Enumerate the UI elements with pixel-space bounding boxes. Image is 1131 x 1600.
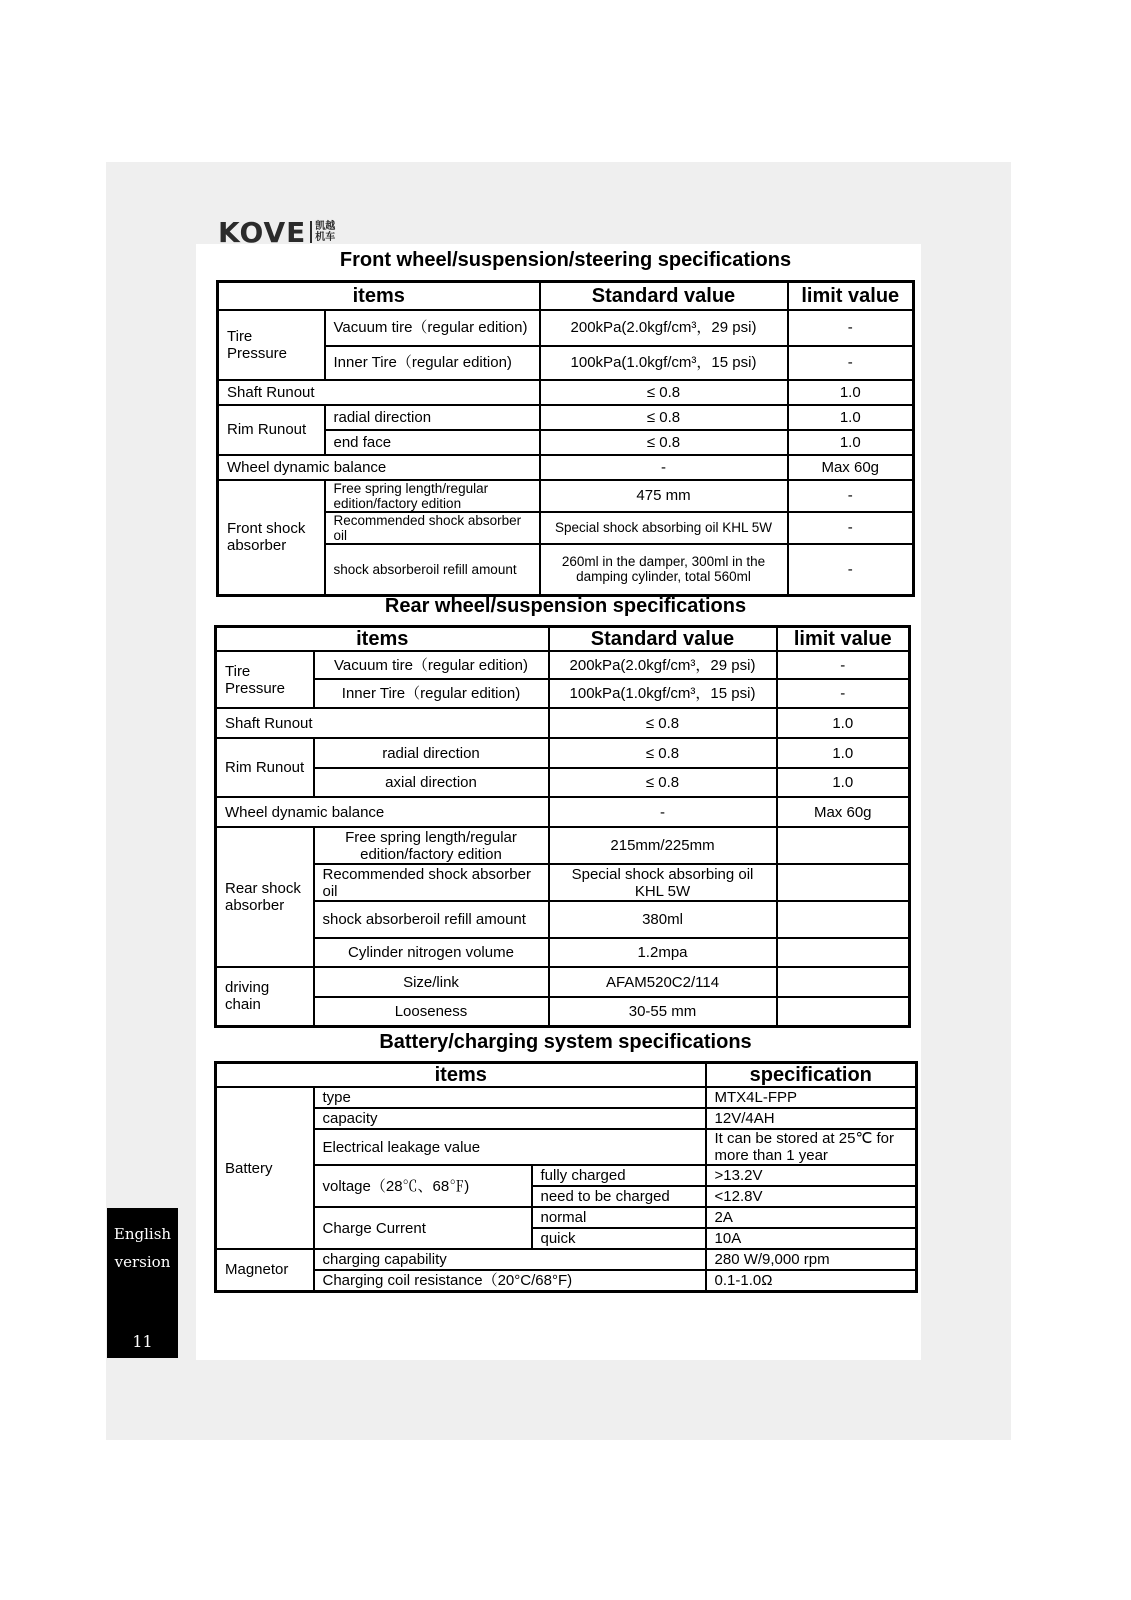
item-label: Free spring length/regular edition/factory edition <box>314 827 549 864</box>
group-label: Rear shock absorber <box>216 827 314 967</box>
group-label: Tire Pressure <box>218 310 325 380</box>
header-items: items <box>218 282 540 310</box>
group-label: Magnetor <box>216 1249 314 1291</box>
table-row <box>216 938 910 967</box>
group-label: Battery <box>216 1087 314 1249</box>
table-row <box>216 738 910 768</box>
table-row <box>216 1129 917 1165</box>
spec-value: 2A <box>706 1207 917 1228</box>
limit-value: - <box>788 512 914 544</box>
item-label: radial direction <box>325 405 540 430</box>
standard-value: ≤ 0.8 <box>540 430 788 455</box>
item-label: Recommended shock absorber oil <box>314 864 549 901</box>
standard-value: ≤ 0.8 <box>540 380 788 405</box>
item-label: charging capability <box>314 1249 706 1270</box>
header-standard: Standard value <box>540 282 788 310</box>
item-label: Looseness <box>314 997 549 1026</box>
front-section-title: Front wheel/suspension/steering specifications <box>339 249 792 271</box>
item-label: Recommended shock absorber oil <box>325 512 540 544</box>
limit-value: 1.0 <box>777 708 910 738</box>
standard-value: 100kPa(1.0kgf/cm³，15 psi) <box>540 346 788 380</box>
table-row <box>216 708 910 738</box>
item-label: shock absorberoil refill amount <box>314 901 549 938</box>
item-sublabel: normal <box>532 1207 706 1228</box>
table-row <box>216 997 910 1026</box>
standard-value: 30-55 mm <box>549 997 777 1026</box>
item-sublabel: quick <box>532 1228 706 1249</box>
limit-value: - <box>788 346 914 380</box>
table-row <box>216 679 910 708</box>
standard-value: ≤ 0.8 <box>549 738 777 768</box>
rear-section-title: Rear wheel/suspension specifications <box>384 595 747 617</box>
spec-value: 0.1-1.0Ω <box>706 1270 917 1291</box>
header-items: items <box>216 1063 706 1088</box>
language-label: English version <box>113 1225 172 1271</box>
standard-value: - <box>540 455 788 480</box>
standard-value: ≤ 0.8 <box>540 405 788 430</box>
table-header-row <box>218 282 914 310</box>
table-row <box>218 480 914 512</box>
header-limit: limit value <box>777 627 910 652</box>
spec-value: 10A <box>706 1228 917 1249</box>
brand-logo-cn-bottom: 机车 <box>315 232 336 243</box>
brand-logo-cn-top: 凯越 <box>315 221 336 232</box>
table-row <box>216 768 910 797</box>
item-label: axial direction <box>314 768 549 797</box>
standard-value: 475 mm <box>540 480 788 512</box>
header-limit: limit value <box>788 282 914 310</box>
limit-value: 1.0 <box>777 738 910 768</box>
page-number: 11 <box>132 1332 153 1351</box>
item-sublabel: need to be charged <box>532 1186 706 1207</box>
item-label: radial direction <box>314 738 549 768</box>
item-label: end face <box>325 430 540 455</box>
item-label: Free spring length/regular edition/factory edition <box>325 480 540 512</box>
spec-value: 12V/4AH <box>706 1108 917 1129</box>
table-header-row <box>216 627 910 652</box>
table-row <box>216 651 910 679</box>
spec-value: It can be stored at 25℃ for more than 1 year <box>706 1129 917 1165</box>
standard-value: 200kPa(2.0kgf/cm³，29 psi) <box>549 651 777 679</box>
header-specification: specification <box>706 1063 917 1088</box>
item-label: Cylinder nitrogen volume <box>314 938 549 967</box>
spec-value: <12.8V <box>706 1186 917 1207</box>
table-row <box>218 380 914 405</box>
limit-value: - <box>788 480 914 512</box>
group-label: Rim Runout <box>216 738 314 797</box>
limit-value-empty <box>777 997 910 1026</box>
limit-value-empty <box>777 864 910 901</box>
brand-logo-text: KOVE <box>218 215 307 249</box>
front-spec-table <box>216 280 915 597</box>
table-row <box>216 1108 917 1129</box>
limit-value-empty <box>777 967 910 997</box>
table-row <box>216 901 910 938</box>
header-items: items <box>216 627 549 652</box>
item-label: Charge Current <box>314 1207 532 1249</box>
standard-value: 215mm/225mm <box>549 827 777 864</box>
brand-logo <box>218 215 336 249</box>
item-label: Inner Tire（regular edition) <box>325 346 540 380</box>
header-standard: Standard value <box>549 627 777 652</box>
limit-value: 1.0 <box>788 405 914 430</box>
item-label: Charging coil resistance（20°C/68°F) <box>314 1270 706 1291</box>
limit-value: Max 60g <box>777 797 910 827</box>
standard-value: Special shock absorbing oil KHL 5W <box>549 864 777 901</box>
group-label: Rim Runout <box>218 405 325 455</box>
table-row <box>218 405 914 430</box>
item-label: Vacuum tire（regular edition) <box>314 651 549 679</box>
rear-spec-table <box>214 625 911 1028</box>
group-label: Front shock absorber <box>218 480 325 596</box>
table-row <box>216 1207 917 1228</box>
limit-value-empty <box>777 938 910 967</box>
table-row <box>216 967 910 997</box>
group-label: Tire Pressure <box>216 651 314 708</box>
item-label: Shaft Runout <box>216 708 549 738</box>
limit-value: 1.0 <box>788 430 914 455</box>
item-label: Vacuum tire（regular edition) <box>325 310 540 346</box>
item-sublabel: fully charged <box>532 1165 706 1186</box>
table-row <box>216 1165 917 1186</box>
item-label: type <box>314 1087 706 1108</box>
group-label: driving chain <box>216 967 314 1026</box>
table-row <box>216 797 910 827</box>
standard-value: Special shock absorbing oil KHL 5W <box>540 512 788 544</box>
table-row <box>216 827 910 864</box>
table-row <box>216 864 910 901</box>
item-label: Wheel dynamic balance <box>216 797 549 827</box>
table-row <box>216 1270 917 1291</box>
table-row <box>216 1087 917 1108</box>
item-label: Electrical leakage value <box>314 1129 706 1165</box>
standard-value: 260ml in the damper, 300ml in the damping cylinder, total 560ml <box>540 544 788 596</box>
table-header-row <box>216 1063 917 1088</box>
item-label: Wheel dynamic balance <box>218 455 540 480</box>
standard-value: 1.2mpa <box>549 938 777 967</box>
battery-section-title: Battery/charging system specifications <box>379 1031 752 1053</box>
limit-value: - <box>777 651 910 679</box>
standard-value: 200kPa(2.0kgf/cm³，29 psi) <box>540 310 788 346</box>
standard-value: ≤ 0.8 <box>549 768 777 797</box>
limit-value: Max 60g <box>788 455 914 480</box>
item-label: shock absorberoil refill amount <box>325 544 540 596</box>
limit-value: - <box>777 679 910 708</box>
standard-value: AFAM520C2/114 <box>549 967 777 997</box>
standard-value: 380ml <box>549 901 777 938</box>
item-label: voltage（28℃、68℉) <box>314 1165 532 1207</box>
limit-value-empty <box>777 827 910 864</box>
spec-value: >13.2V <box>706 1165 917 1186</box>
item-label: capacity <box>314 1108 706 1129</box>
brand-logo-cn <box>310 221 335 243</box>
limit-value: 1.0 <box>788 380 914 405</box>
language-tab <box>107 1208 178 1358</box>
standard-value: - <box>549 797 777 827</box>
limit-value: 1.0 <box>777 768 910 797</box>
item-label: Shaft Runout <box>218 380 540 405</box>
standard-value: 100kPa(1.0kgf/cm³，15 psi) <box>549 679 777 708</box>
table-row <box>216 1249 917 1270</box>
spec-value: 280 W/9,000 rpm <box>706 1249 917 1270</box>
limit-value: - <box>788 544 914 596</box>
item-label: Size/link <box>314 967 549 997</box>
table-row <box>218 455 914 480</box>
spec-value: MTX4L-FPP <box>706 1087 917 1108</box>
limit-value: - <box>788 310 914 346</box>
battery-spec-table <box>214 1061 918 1293</box>
standard-value: ≤ 0.8 <box>549 708 777 738</box>
table-row <box>218 310 914 346</box>
limit-value-empty <box>777 901 910 938</box>
item-label: Inner Tire（regular edition) <box>314 679 549 708</box>
